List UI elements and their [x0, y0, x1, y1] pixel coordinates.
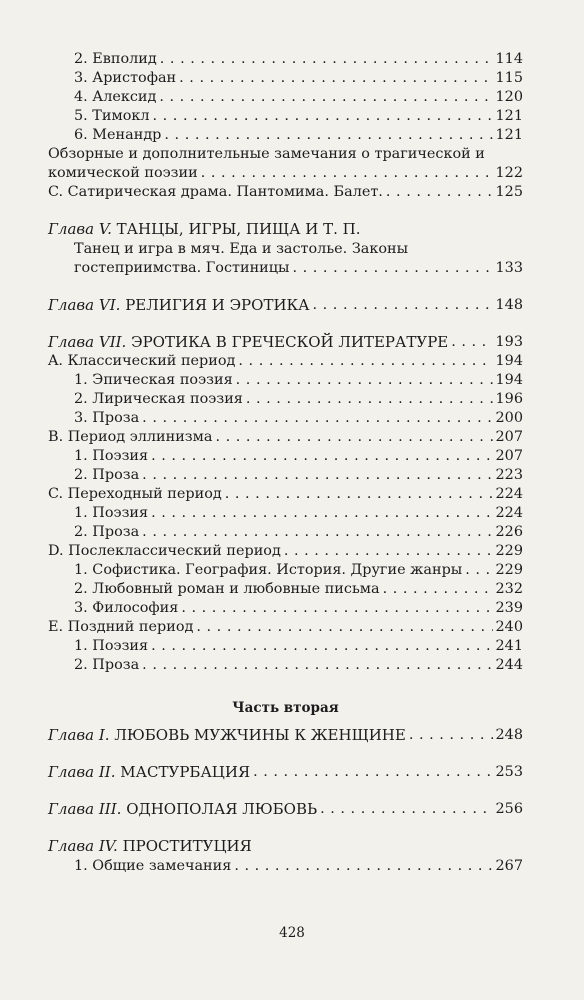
leader-dots	[164, 126, 492, 145]
toc-entry: 2. Лирическая поэзия . . . 196	[48, 390, 523, 409]
chapter-heading: Глава I. ЛЮБОВЬ МУЖЧИНЫ К ЖЕНЩИНЕ . . . 248	[48, 726, 523, 745]
chapter-heading: Глава VII. ЭРОТИКА В ГРЕЧЕСКОЙ ЛИТЕРАТУРЕ . . . 193	[48, 333, 523, 352]
leader-dots	[151, 447, 492, 466]
leader-dots	[201, 164, 493, 183]
toc-entry: 1. Поэзия . . . 207	[48, 447, 523, 466]
leader-dots	[142, 523, 492, 542]
toc-entry-line: Танец и игра в мяч. Еда и застолье. Законы	[74, 241, 409, 257]
toc-entry: 1. Поэзия . . . 241	[48, 637, 523, 656]
toc-entry: 3. Философия . . . 239	[48, 599, 523, 618]
leader-dots	[179, 69, 492, 88]
toc-entry: A. Классический период . . . 194	[48, 352, 523, 371]
leader-dots	[238, 352, 492, 371]
leader-dots	[215, 428, 492, 447]
table-of-contents	[48, 50, 523, 876]
toc-entry: 2. Проза . . . 226	[48, 523, 523, 542]
leader-dots	[142, 466, 492, 485]
toc-entry-line: Обзорные и дополнительные замечания о трагической и	[48, 146, 485, 162]
leader-dots	[253, 763, 492, 782]
toc-entry: 1. Эпическая поэзия . . . 194	[48, 371, 523, 390]
toc-entry: гостеприимства. Гостиницы . . . 133	[48, 259, 523, 278]
chapter-heading: Глава VI. РЕЛИГИЯ И ЭРОТИКА . . . 148	[48, 296, 523, 315]
leader-dots	[181, 599, 492, 618]
leader-dots	[320, 800, 492, 819]
page-number: 428	[279, 925, 305, 941]
leader-dots	[386, 183, 493, 202]
toc-entry: C. Переходный период . . . 224	[48, 485, 523, 504]
toc-entry: D. Послеклассический период . . . 229	[48, 542, 523, 561]
leader-dots	[196, 618, 492, 637]
toc-entry: 2. Евполид . . . 114	[48, 50, 523, 69]
toc-entry: 2. Проза . . . 244	[48, 656, 523, 675]
toc-entry: комической поэзии . . . 122	[48, 164, 523, 183]
leader-dots	[284, 542, 493, 561]
toc-entry: 4. Алексид . . . 120	[48, 88, 523, 107]
toc-entry: 1. Софистика. География. История. Другие жанры . . . 229	[48, 561, 523, 580]
leader-dots	[292, 259, 492, 278]
toc-entry: E. Поздний период . . . 240	[48, 618, 523, 637]
leader-dots	[159, 88, 492, 107]
leader-dots	[313, 296, 493, 315]
toc-entry: 1. Поэзия . . . 224	[48, 504, 523, 523]
toc-entry: 1. Общие замечания . . . 267	[48, 857, 523, 876]
chapter-heading: Глава II. МАСТУРБАЦИЯ . . . 253	[48, 763, 523, 782]
leader-dots	[151, 504, 492, 523]
toc-entry: 3. Аристофан . . . 115	[48, 69, 523, 88]
leader-dots	[465, 561, 492, 580]
chapter-heading: Глава III. ОДНОПОЛАЯ ЛЮБОВЬ . . . 256	[48, 800, 523, 819]
leader-dots	[160, 50, 493, 69]
chapter-heading: Глава V. ТАНЦЫ, ИГРЫ, ПИЩА И Т. П.	[48, 220, 361, 238]
leader-dots	[142, 656, 492, 675]
leader-dots	[383, 580, 493, 599]
toc-entry: C. Сатирическая драма. Пантомима. Балет. . . . 125	[48, 183, 523, 202]
leader-dots	[151, 637, 492, 656]
leader-dots	[153, 107, 493, 126]
leader-dots	[246, 390, 493, 409]
toc-entry: 2. Проза . . . 223	[48, 466, 523, 485]
leader-dots	[234, 857, 492, 876]
leader-dots	[142, 409, 492, 428]
toc-entry: 2. Любовный роман и любовные письма . . . 232	[48, 580, 523, 599]
toc-entry: 6. Менандр . . . 121	[48, 126, 523, 145]
toc-entry: 3. Проза . . . 200	[48, 409, 523, 428]
part-title: Часть вторая	[232, 700, 339, 716]
leader-dots	[451, 333, 492, 352]
leader-dots	[236, 371, 493, 390]
chapter-heading: Глава IV. ПРОСТИТУЦИЯ	[48, 837, 252, 855]
leader-dots	[225, 485, 493, 504]
toc-entry: 5. Тимокл . . . 121	[48, 107, 523, 126]
toc-entry: B. Период эллинизма . . . 207	[48, 428, 523, 447]
leader-dots	[409, 726, 493, 745]
